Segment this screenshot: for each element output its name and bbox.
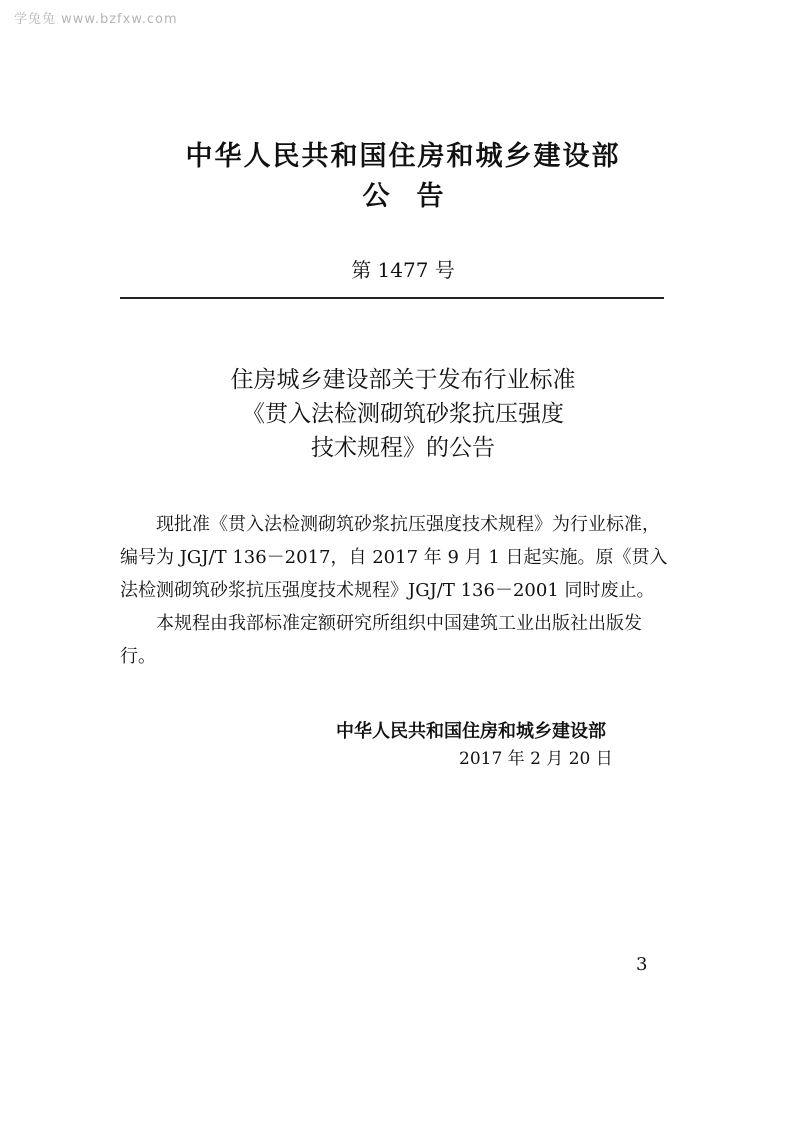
body-paragraph: 本规程由我部标准定额研究所组织中国建筑工业出版社出版发行。 [120, 613, 642, 667]
subject-line: 住房城乡建设部关于发布行业标准 [230, 367, 576, 393]
signatory: 中华人民共和国住房和城乡建设部 [336, 721, 606, 742]
signature-date: 2017 年 2 月 20 日 [459, 749, 613, 769]
page-number: 3 [636, 954, 648, 975]
notice-subject [0, 363, 806, 465]
issuer-title: 中华人民共和国住房和城乡建设部 [185, 141, 621, 172]
notice-label: 公 告 [362, 181, 444, 212]
subject-line: 《贯入法检测砌筑砂浆抗压强度 [242, 401, 564, 427]
subject-line: 技术规程》的公告 [311, 435, 495, 461]
divider-rule [120, 297, 664, 299]
watermark: 学兔兔 www.bzfxw.com [14, 12, 178, 27]
notice-body [120, 508, 668, 673]
notice-number: 第 1477 号 [351, 258, 455, 282]
body-paragraph: 现批准《贯入法检测砌筑砂浆抗压强度技术规程》为行业标准，编号为 JGJ/T 136－2017，自 2017 年 9 月 1 日起实施。原《贯入法检测砌筑砂浆抗压强度技术规程》JGJ/T 136－2001 同时废止。 [120, 514, 668, 601]
